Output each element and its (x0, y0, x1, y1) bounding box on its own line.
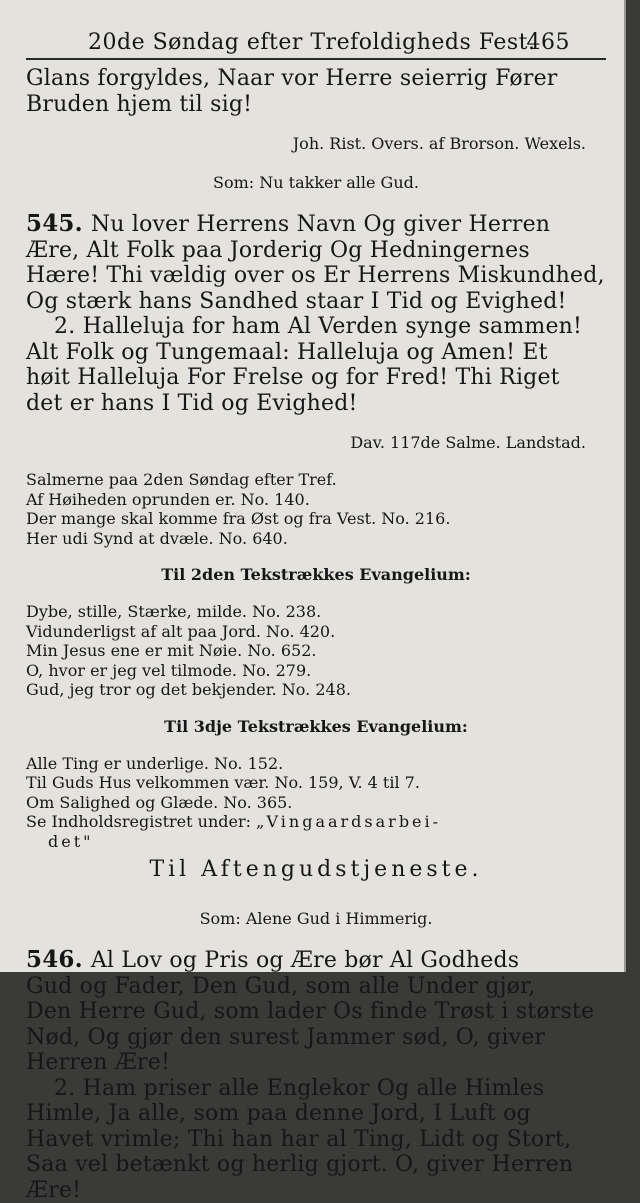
text-line: Saa vel betænkt og herlig gjort. O, giver Herren (26, 1152, 606, 1178)
list-item: Om Salighed og Glæde. No. 365. (26, 793, 606, 813)
running-title: 20de Søndag efter Trefoldigheds Fest. (88, 30, 535, 55)
verse-1-line (26, 947, 606, 974)
list-item: Alle Ting er underlige. No. 152. (26, 754, 606, 774)
text-line: Glans forgyldes, Naar vor Herre seierrig Fører (26, 66, 606, 92)
list-item: Vidunderligst af alt paa Jord. No. 420. (26, 622, 606, 642)
verse-1-line (26, 211, 606, 238)
gospel-3-section (26, 716, 606, 852)
list-item: Der mange skal komme fra Øst og fra Vest. No. 216. (26, 509, 606, 529)
list-item: O, hvor er jeg vel tilmode. No. 279. (26, 661, 606, 681)
psalms-list (26, 470, 606, 548)
list-item: Her udi Synd at dvæle. No. 640. (26, 529, 606, 549)
text-line: Hære! Thi vældig over os Er Herrens Miskundhed, (26, 263, 606, 289)
section-title: Til Aftengudstjeneste. (26, 855, 606, 885)
text-line: Og stærk hans Sandhed staar I Tid og Evighed! (26, 289, 606, 315)
page-number: 465 (527, 30, 571, 55)
section-heading: Til 3dje Tekstrækkes Evangelium: (26, 716, 606, 738)
text-line: høit Halleluja For Frelse og for Fred! Thi Riget (26, 365, 606, 391)
gospel-2-section (26, 564, 606, 700)
hymn-545 (26, 171, 606, 454)
list-item: Af Høiheden oprunden er. No. 140. (26, 490, 606, 510)
verse-2-line: 2. Halleluja for ham Al Verden synge sammen! (26, 314, 606, 340)
verse-2-line: 2. Ham priser alle Englekor Og alle Himles (26, 1076, 606, 1102)
hymn-number: 545. (26, 210, 83, 237)
list-item: Til Guds Hus velkommen vær. No. 159, V. 4 til 7. (26, 773, 606, 793)
verse-1-first-line: Nu lover Herrens Navn Og giver Herren (91, 212, 550, 237)
see-ref: „Vingaardsarbei- (256, 812, 441, 831)
text-line: Havet vrimle; Thi han har al Ting, Lidt og Stort, (26, 1127, 606, 1153)
see-ref-continued: det" (26, 832, 606, 852)
text-line: Ære! (26, 1178, 606, 1203)
hymn-number: 546. (26, 946, 83, 973)
text-line: Ære, Alt Folk paa Jorderig Og Hedningernes (26, 238, 606, 264)
text-line: Gud og Fader, Den Gud, som alle Under gjør, (26, 974, 606, 1000)
list-item: Dybe, stille, Stærke, milde. No. 238. (26, 602, 606, 622)
see-reference (26, 812, 606, 832)
evening-service (26, 855, 606, 931)
list-heading: Salmerne paa 2den Søndag efter Tref. (26, 470, 606, 490)
list-item: Gud, jeg tror og det bekjender. No. 248. (26, 680, 606, 700)
melody-line: Som: Alene Gud i Himmerig. (26, 907, 606, 931)
verse-1-first-line: Al Lov og Pris og Ære bør Al Godheds (91, 948, 519, 973)
previous-hymn-ending (26, 66, 606, 155)
text-line: Herren Ære! (26, 1050, 606, 1076)
text-line: Den Herre Gud, som lader Os finde Trøst i største (26, 999, 606, 1025)
text-line: det er hans I Tid og Evighed! (26, 391, 606, 417)
hymn-546 (26, 947, 606, 1203)
text-line: Nød, Og gjør den surest Jammer sød, O, giver (26, 1025, 606, 1051)
hymn-attribution: Joh. Rist. Overs. af Brorson. Wexels. (26, 133, 606, 155)
text-line: Alt Folk og Tungemaal: Halleluja og Amen! Et (26, 340, 606, 366)
melody-line: Som: Nu takker alle Gud. (26, 171, 606, 195)
hymn-attribution: Dav. 117de Salme. Landstad. (26, 432, 606, 454)
page-header (26, 0, 606, 60)
section-heading: Til 2den Tekstrækkes Evangelium: (26, 564, 606, 586)
list-item: Min Jesus ene er mit Nøie. No. 652. (26, 641, 606, 661)
text-line: Bruden hjem til sig! (26, 92, 606, 118)
see-prefix: Se Indholdsregistret under: (26, 812, 251, 831)
text-line: Himle, Ja alle, som paa denne Jord, I Luft og (26, 1101, 606, 1127)
